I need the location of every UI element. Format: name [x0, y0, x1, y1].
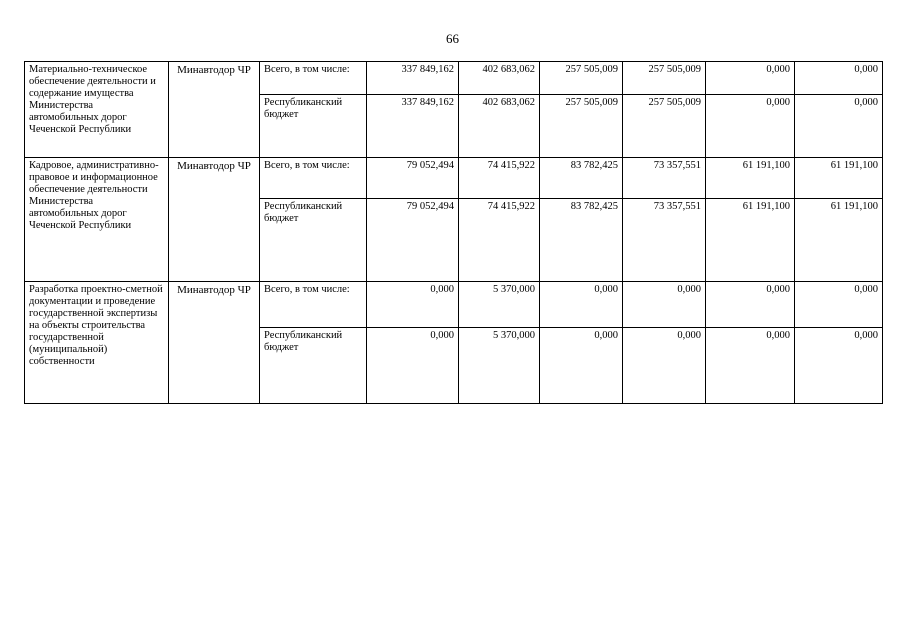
- amount-cell: 5 370,000: [459, 328, 540, 404]
- amount-cell: 257 505,009: [540, 62, 623, 95]
- table-row: [25, 282, 883, 328]
- amount-cell: 0,000: [367, 328, 459, 404]
- funding-source-cell: Республиканский бюджет: [260, 95, 367, 158]
- funding-source-cell: Всего, в том числе:: [260, 62, 367, 95]
- amount-cell: 74 415,922: [459, 199, 540, 282]
- amount-cell: 0,000: [623, 282, 706, 328]
- amount-cell: 0,000: [706, 95, 795, 158]
- amount-cell: 79 052,494: [367, 199, 459, 282]
- amount-cell: 5 370,000: [459, 282, 540, 328]
- amount-cell: 0,000: [795, 62, 883, 95]
- amount-cell: 337 849,162: [367, 95, 459, 158]
- amount-cell: 79 052,494: [367, 158, 459, 199]
- amount-cell: 0,000: [540, 282, 623, 328]
- amount-cell: 402 683,062: [459, 62, 540, 95]
- amount-cell: 83 782,425: [540, 199, 623, 282]
- funding-source-cell: Всего, в том числе:: [260, 158, 367, 199]
- measure-name-cell: Кадровое, административно-правовое и информационное обеспечение деятельности Министерства автомобильных дорог Чеченской Республики: [25, 158, 169, 282]
- table-row: [25, 158, 883, 199]
- amount-cell: 61 191,100: [795, 158, 883, 199]
- amount-cell: 61 191,100: [706, 158, 795, 199]
- executor-cell: Минавтодор ЧР: [169, 158, 260, 282]
- amount-cell: 0,000: [367, 282, 459, 328]
- measure-name-cell: Разработка проектно-сметной документации и проведение государственной экспертизы на объекты строительства государственной (муниципальной) собственности: [25, 282, 169, 404]
- funding-source-cell: Республиканский бюджет: [260, 199, 367, 282]
- amount-cell: 257 505,009: [540, 95, 623, 158]
- amount-cell: 0,000: [795, 95, 883, 158]
- amount-cell: 0,000: [795, 282, 883, 328]
- executor-cell: Минавтодор ЧР: [169, 282, 260, 404]
- amount-cell: 61 191,100: [706, 199, 795, 282]
- amount-cell: 0,000: [623, 328, 706, 404]
- amount-cell: 73 357,551: [623, 199, 706, 282]
- amount-cell: 61 191,100: [795, 199, 883, 282]
- amount-cell: 0,000: [706, 282, 795, 328]
- amount-cell: 0,000: [706, 62, 795, 95]
- funding-source-cell: Всего, в том числе:: [260, 282, 367, 328]
- executor-cell: Минавтодор ЧР: [169, 62, 260, 158]
- amount-cell: 0,000: [540, 328, 623, 404]
- amount-cell: 337 849,162: [367, 62, 459, 95]
- amount-cell: 257 505,009: [623, 95, 706, 158]
- funding-source-cell: Республиканский бюджет: [260, 328, 367, 404]
- amount-cell: 402 683,062: [459, 95, 540, 158]
- table-row: [25, 62, 883, 95]
- amount-cell: 257 505,009: [623, 62, 706, 95]
- amount-cell: 74 415,922: [459, 158, 540, 199]
- amount-cell: 73 357,551: [623, 158, 706, 199]
- budget-table: [24, 61, 883, 404]
- amount-cell: 83 782,425: [540, 158, 623, 199]
- measure-name-cell: Материально-техническое обеспечение деятельности и содержание имущества Министерства автомобильных дорог Чеченской Республики: [25, 62, 169, 158]
- amount-cell: 0,000: [706, 328, 795, 404]
- amount-cell: 0,000: [795, 328, 883, 404]
- page-number: 66: [446, 31, 459, 46]
